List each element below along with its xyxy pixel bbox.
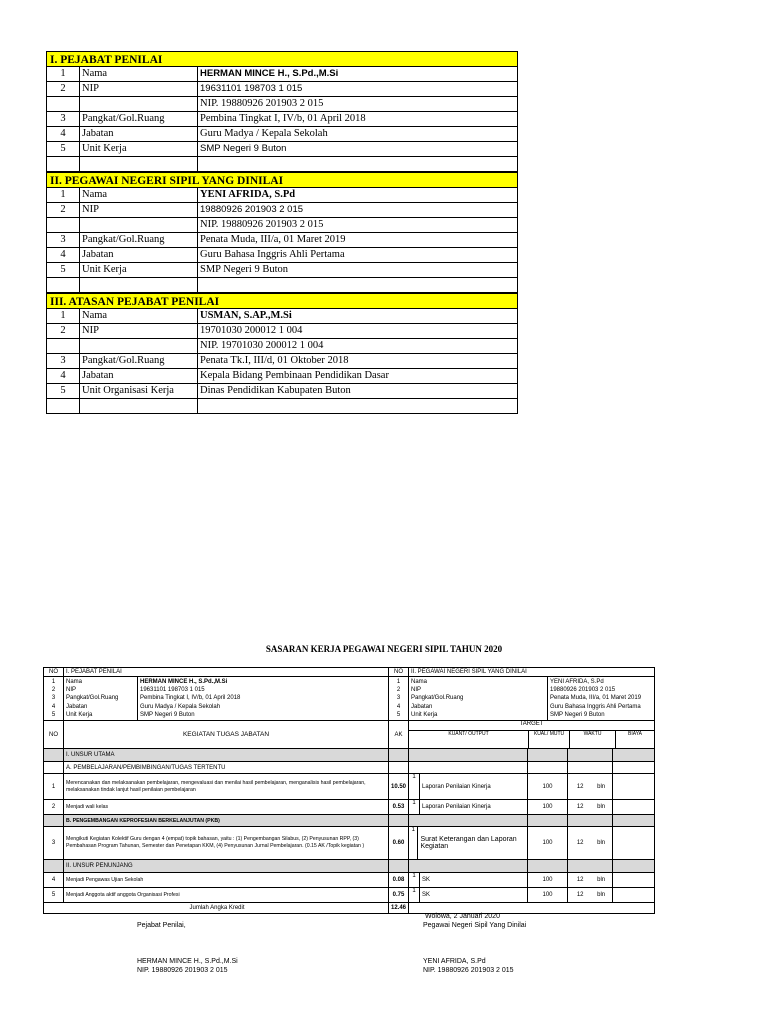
unsur-utama-label: I. UNSUR UTAMA [64, 749, 389, 761]
right-label-col [409, 677, 548, 720]
row-value: 19631101 198703 1 015 [200, 83, 303, 94]
table-row [43, 873, 655, 888]
row-label: Jabatan [80, 369, 198, 383]
table-row [46, 218, 518, 233]
table-row [43, 774, 655, 800]
col-ak-header: AK [389, 721, 409, 748]
col-kual-header: KUAL/ MUTU [529, 731, 570, 748]
cell-satuan: bln [597, 804, 606, 810]
row-label: Pangkat/Gol.Ruang [80, 354, 198, 368]
row-no: 5 [396, 711, 401, 718]
row-label: Nama [80, 188, 198, 202]
cell-satuan: bln [597, 877, 606, 883]
row-no: 1 [396, 679, 401, 686]
row-label: Jabatan [80, 248, 198, 262]
row-label [80, 218, 198, 232]
row-no: 2 [51, 687, 56, 694]
row-label: Nama [66, 679, 83, 686]
row-label: NIP [411, 687, 422, 694]
cell-kual: 100 [528, 827, 568, 859]
cell-kuant: 1 [409, 888, 420, 902]
signer-right-nip: NIP. 19880926 201903 2 015 [423, 967, 514, 974]
table-row [43, 800, 655, 815]
left-no-col [44, 677, 64, 720]
row-value: Penata Muda, III/a, 01 Maret 2019 [200, 234, 346, 245]
row-no: 5 [47, 384, 80, 398]
cell-kuant: 1 [409, 800, 420, 814]
row-label: Unit Kerja [80, 263, 198, 277]
row-label: Unit Kerja [411, 711, 438, 718]
row-no: 2 [396, 687, 401, 694]
cell-kegiatan: Menjadi Pengawas Ujian Sekolah [64, 873, 389, 887]
row-value: HERMAN MINCE H., S.Pd.,M.Si [200, 68, 339, 79]
cell-waktu: 12 [576, 877, 584, 883]
table-row [46, 384, 518, 399]
cell-no: 2 [44, 800, 64, 814]
row-value: SMP Negeri 9 Buton [200, 264, 288, 275]
row-value: Guru Bahasa Inggris Ahli Pertama [550, 703, 641, 710]
row-label: Pangkat/Gol.Ruang [80, 112, 198, 126]
penilai-rows [46, 67, 518, 172]
row-value: 19631101 198703 1 015 [140, 687, 205, 694]
table-row [46, 309, 518, 324]
blank-row [46, 399, 518, 414]
table-row [43, 888, 655, 903]
row-label: Jabatan [411, 703, 433, 710]
row-value: YENI AFRIDA, S.Pd [550, 679, 604, 686]
col-kegiatan-header: KEGIATAN TUGAS JABATAN [64, 721, 389, 748]
section-row [43, 815, 655, 827]
row-label: Pangkat/Gol.Ruang [411, 695, 464, 702]
cell-kuant: 1 [409, 873, 420, 887]
row-label [80, 339, 198, 353]
row-label: Nama [411, 679, 428, 686]
skp-form [43, 667, 655, 914]
section-heading-penilai: I. PEJABAT PENILAI [46, 51, 518, 67]
row-value: Guru Madya / Kepala Sekolah [140, 703, 221, 710]
row-no: 3 [47, 112, 80, 126]
total-row [43, 903, 655, 914]
row-value: Penata Muda, III/a, 01 Maret 2019 [550, 695, 642, 702]
row-value: Kepala Bidang Pembinaan Pendidikan Dasar [200, 370, 389, 381]
cell-output: Laporan Penilaian Kinerja [422, 783, 491, 790]
cell-no: 4 [44, 873, 64, 887]
col-waktu-header: WAKTU [570, 731, 616, 748]
cell-ak: 0.75 [389, 888, 409, 902]
cell-kual: 100 [528, 774, 568, 799]
row-no: 4 [47, 127, 80, 141]
row-value: NIP. 19880926 201903 2 015 [200, 98, 324, 109]
jumlah-value: 12.46 [389, 903, 409, 913]
row-no: 1 [47, 188, 80, 202]
identity-table [46, 51, 518, 414]
cell-biaya [613, 774, 654, 799]
target-header [409, 721, 654, 748]
table-row [46, 324, 518, 339]
row-no: 3 [396, 695, 401, 702]
row-label: Jabatan [66, 703, 88, 710]
right-no-col [389, 677, 409, 720]
row-no [47, 97, 80, 111]
row-value: USMAN, S.AP.,M.Si [200, 310, 292, 321]
cell-ak: 0.60 [389, 827, 409, 859]
signer-right-title: Pegawai Negeri Sipil Yang Dinilai [423, 922, 527, 929]
table-row [46, 112, 518, 127]
signer-right-name: YENI AFRIDA, S.Pd [423, 958, 486, 965]
row-value: SMP Negeri 9 Buton [200, 143, 287, 154]
cell-kegiatan: Menjadi Anggota aktif anggota Organisasi Profesi [64, 888, 389, 902]
row-label [80, 97, 198, 111]
row-label: Nama [80, 67, 198, 81]
row-value: YENI AFRIDA, S.Pd [200, 189, 296, 200]
col-kuant-header: KUANT/ OUTPUT [409, 731, 529, 748]
table-row [46, 339, 518, 354]
form-title: SASARAN KERJA PEGAWAI NEGERI SIPIL TAHUN 2020 [265, 644, 503, 654]
row-no: 1 [51, 679, 56, 686]
blank-row [46, 278, 518, 293]
table-row [46, 188, 518, 203]
row-value: HERMAN MINCE H., S.Pd.,M.Si [140, 679, 228, 686]
table-row [43, 827, 655, 860]
section-heading-atasan: III. ATASAN PEJABAT PENILAI [46, 293, 518, 309]
cell-kual: 100 [528, 873, 568, 887]
row-label: Unit Organisasi Kerja [80, 384, 198, 398]
row-value: SMP Negeri 9 Buton [550, 711, 605, 718]
row-no: 2 [47, 82, 80, 96]
cell-kual: 100 [528, 888, 568, 902]
sub-b-label: B. PENGEMBANGAN KEPROFESIAN BERKELANJUTAN (PKB) [64, 815, 389, 826]
cell-ak: 0.08 [389, 873, 409, 887]
row-no: 1 [47, 309, 80, 323]
cell-output: SK [422, 892, 431, 898]
row-no: 4 [396, 703, 401, 710]
jumlah-label: Jumlah Angka Kredit [44, 903, 389, 913]
row-value: Guru Madya / Kepala Sekolah [200, 128, 328, 139]
row-no: 5 [47, 142, 80, 156]
cell-kuant: 1 [409, 827, 418, 859]
place-date: Wolowa, 2 Januari 2020 [425, 913, 500, 920]
cell-no: 3 [44, 827, 64, 859]
row-no: 5 [47, 263, 80, 277]
table-row [46, 67, 518, 82]
section-row [43, 860, 655, 873]
row-label: NIP [80, 82, 198, 96]
left-value-col [138, 677, 389, 720]
row-no [47, 339, 80, 353]
hdr-dinilai: II. PEGAWAI NEGERI SIPIL YANG DINILAI [411, 669, 527, 675]
cell-output: Laporan Penilaian Kinerja [422, 804, 491, 810]
table-row [46, 233, 518, 248]
row-label: Unit Kerja [80, 142, 198, 156]
signer-left-title: Pejabat Penilai, [137, 922, 186, 929]
cell-output: Surat Keterangan dan Laporan Kegiatan [420, 836, 517, 850]
cell-kegiatan: Merencanakan dan melaksanakan pembelajaran, mengevaluasi dan menilai hasil pembelajaran, menganalisis hasil pembelajaran, melaksanakan tindak lanjut hasil penilaian pembelajaran [64, 774, 389, 799]
row-no: 3 [51, 695, 56, 702]
row-value: Dinas Pendidikan Kabupaten Buton [200, 385, 351, 396]
dinilai-rows [46, 188, 518, 293]
cell-output: SK [422, 877, 431, 883]
right-value-col [548, 677, 654, 720]
table-row [46, 354, 518, 369]
row-no: 4 [51, 703, 56, 710]
row-value: NIP. 19701030 200012 1 004 [200, 340, 324, 351]
column-header-row [43, 721, 655, 749]
cell-ak: 10.50 [389, 774, 409, 799]
blank-row [46, 157, 518, 172]
table-row [46, 82, 518, 97]
row-no: 5 [51, 711, 56, 718]
row-label: NIP [80, 324, 198, 338]
table-row [46, 142, 518, 157]
atasan-rows [46, 309, 518, 414]
row-no: 4 [47, 369, 80, 383]
cell-no: 1 [44, 774, 64, 799]
cell-waktu: 12 [576, 783, 584, 790]
identity-block [43, 677, 655, 721]
row-label: Pangkat/Gol.Ruang [66, 695, 119, 702]
section-row [43, 749, 655, 762]
cell-satuan: bln [597, 840, 606, 846]
row-no: 3 [47, 233, 80, 247]
row-value: NIP. 19880926 201903 2 015 [200, 219, 324, 230]
row-no [47, 218, 80, 232]
row-label: Unit Kerja [66, 711, 93, 718]
section-heading-dinilai: II. PEGAWAI NEGERI SIPIL YANG DINILAI [46, 172, 518, 188]
row-no: 3 [47, 354, 80, 368]
cell-ak: 0.53 [389, 800, 409, 814]
cell-no: 5 [44, 888, 64, 902]
row-value: SMP Negeri 9 Buton [140, 711, 195, 718]
table-row [46, 97, 518, 112]
signer-left-name: HERMAN MINCE H., S.Pd.,M.Si [137, 958, 238, 965]
cell-kuant: 1 [409, 774, 420, 799]
table-row [46, 263, 518, 278]
cell-waktu: 12 [576, 892, 584, 898]
col-no-header: NO [44, 721, 64, 748]
row-label: NIP [66, 687, 77, 694]
col-no: NO [389, 668, 409, 676]
col-biaya-header: BIAYA [628, 731, 642, 737]
cell-satuan: bln [597, 783, 606, 790]
row-value: Pembina Tingkat I, IV/b, 01 April 2018 [200, 113, 366, 124]
cell-biaya [613, 800, 654, 814]
cell-kegiatan: Menjadi wali kelas [64, 800, 389, 814]
table-row [46, 369, 518, 384]
cell-waktu: 12 [576, 804, 584, 810]
row-value: 19880926 201903 2 015 [200, 204, 304, 215]
signer-left-nip: NIP. 19880926 201903 2 015 [137, 967, 228, 974]
section-row [43, 762, 655, 774]
table-row [46, 127, 518, 142]
cell-satuan: bln [597, 892, 606, 898]
table-row [46, 248, 518, 263]
row-no: 4 [47, 248, 80, 262]
sub-a-label: A. PEMBELAJARAN/PEMBIMBINGAN/TUGAS TERTENTU [64, 762, 389, 773]
hdr-penilai: I. PEJABAT PENILAI [64, 668, 389, 676]
row-no: 1 [47, 67, 80, 81]
identity-header-row [43, 667, 655, 677]
cell-kegiatan: Mengikuti Kegiatan Kolektif Guru dengan 4 (empat) topik bahasan, yaitu : (1) Pengembangan Silabus, (2) Penyusunan RPP, (3) Pembahasan Program Tahunan, Semester dan Penetapan KKM, (4) Penyusunan Jurnal Pembelajaran. (0.15 AK /Topik kegiatan ) [64, 827, 389, 859]
row-value: Pembina Tingkat I, IV/b, 01 April 2018 [140, 695, 241, 702]
row-value: Guru Bahasa Inggris Ahli Pertama [200, 249, 345, 260]
row-label: Jabatan [80, 127, 198, 141]
row-label: Pangkat/Gol.Ruang [80, 233, 198, 247]
row-no: 2 [47, 324, 80, 338]
left-label-col [64, 677, 138, 720]
cell-kual: 100 [528, 800, 568, 814]
col-no: NO [44, 668, 64, 676]
cell-waktu: 12 [576, 840, 584, 846]
table-row [46, 203, 518, 218]
row-value: 19701030 200012 1 004 [200, 325, 303, 336]
row-value: 19880926 201903 2 015 [550, 687, 616, 694]
col-target-header: TARGET [409, 721, 654, 731]
row-no: 2 [47, 203, 80, 217]
row-label: Nama [80, 309, 198, 323]
unsur-penunjang-label: II. UNSUR PENUNJANG [64, 860, 389, 872]
row-label: NIP [80, 203, 198, 217]
row-value: Penata Tk.I, III/d, 01 Oktober 2018 [200, 355, 349, 366]
